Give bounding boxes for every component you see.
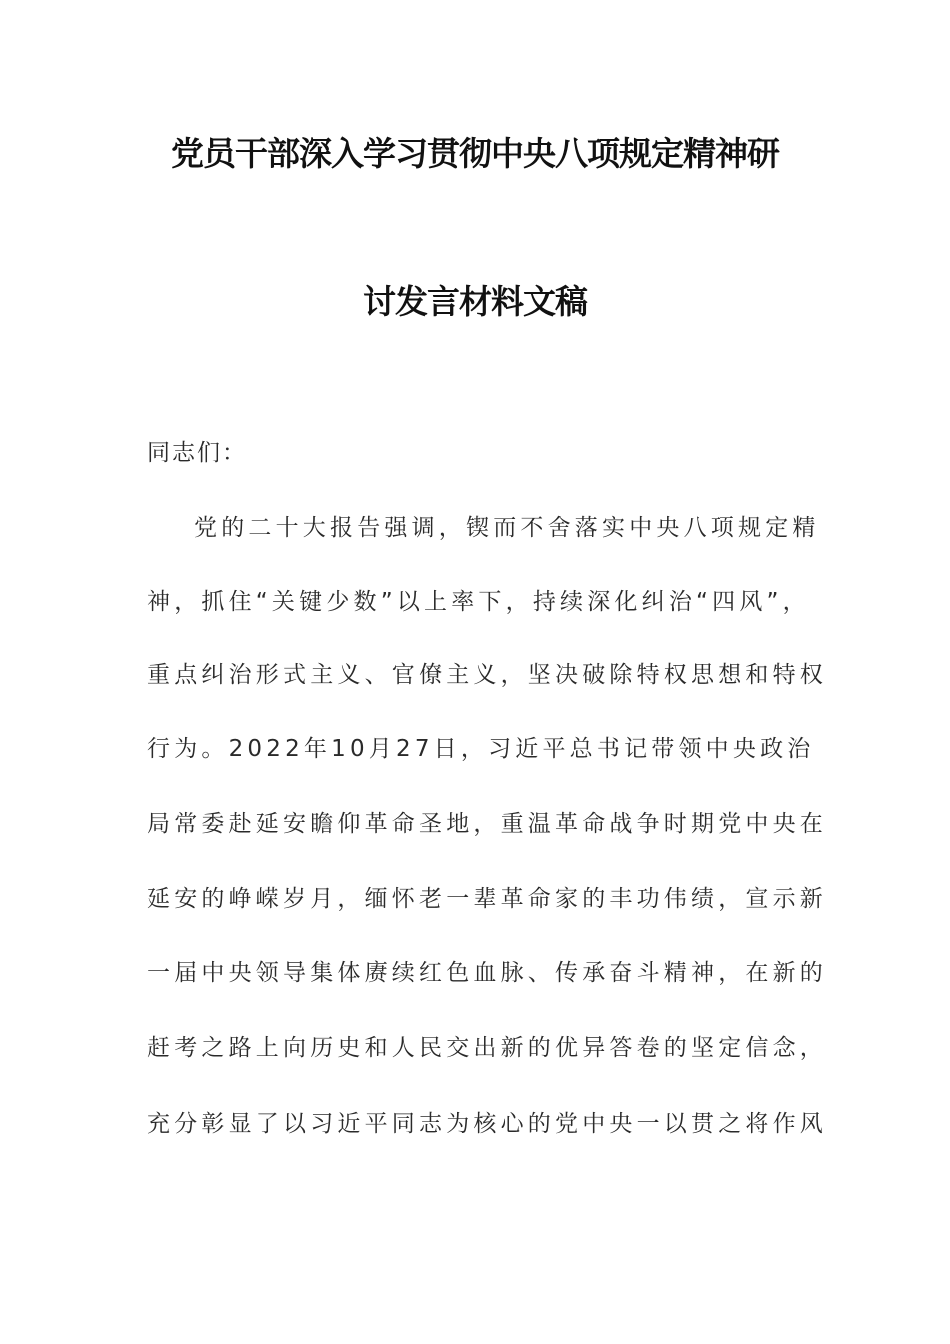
paragraph-line-9: 充分彰显了以习近平同志为核心的党中央一以贯之将作风 xyxy=(147,1111,827,1137)
document-title-line-2: 讨发言材料文稿 xyxy=(363,282,587,321)
paragraph-line-8: 赶考之路上向历史和人民交出新的优异答卷的坚定信念， xyxy=(147,1035,827,1061)
salutation: 同志们： xyxy=(147,440,247,466)
paragraph-line-1: 党的二十大报告强调，锲而不舍落实中央八项规定精 xyxy=(194,515,820,541)
document-title-line-1: 党员干部深入学习贯彻中央八项规定精神研 xyxy=(171,134,779,173)
paragraph-line-6: 延安的峥嵘岁月，缅怀老一辈革命家的丰功伟绩，宣示新 xyxy=(147,886,827,912)
paragraph-line-4: 行为。2022年10月27日，习近平总书记带领中央政治 xyxy=(147,736,815,762)
paragraph-line-2: 神，抓住“关键少数”以上率下，持续深化纠治“四风”， xyxy=(147,589,810,615)
paragraph-line-3: 重点纠治形式主义、官僚主义，坚决破除特权思想和特权 xyxy=(147,662,827,688)
paragraph-line-7: 一届中央领导集体赓续红色血脉、传承奋斗精神，在新的 xyxy=(147,960,827,986)
paragraph-line-5: 局常委赴延安瞻仰革命圣地，重温革命战争时期党中央在 xyxy=(147,811,827,837)
